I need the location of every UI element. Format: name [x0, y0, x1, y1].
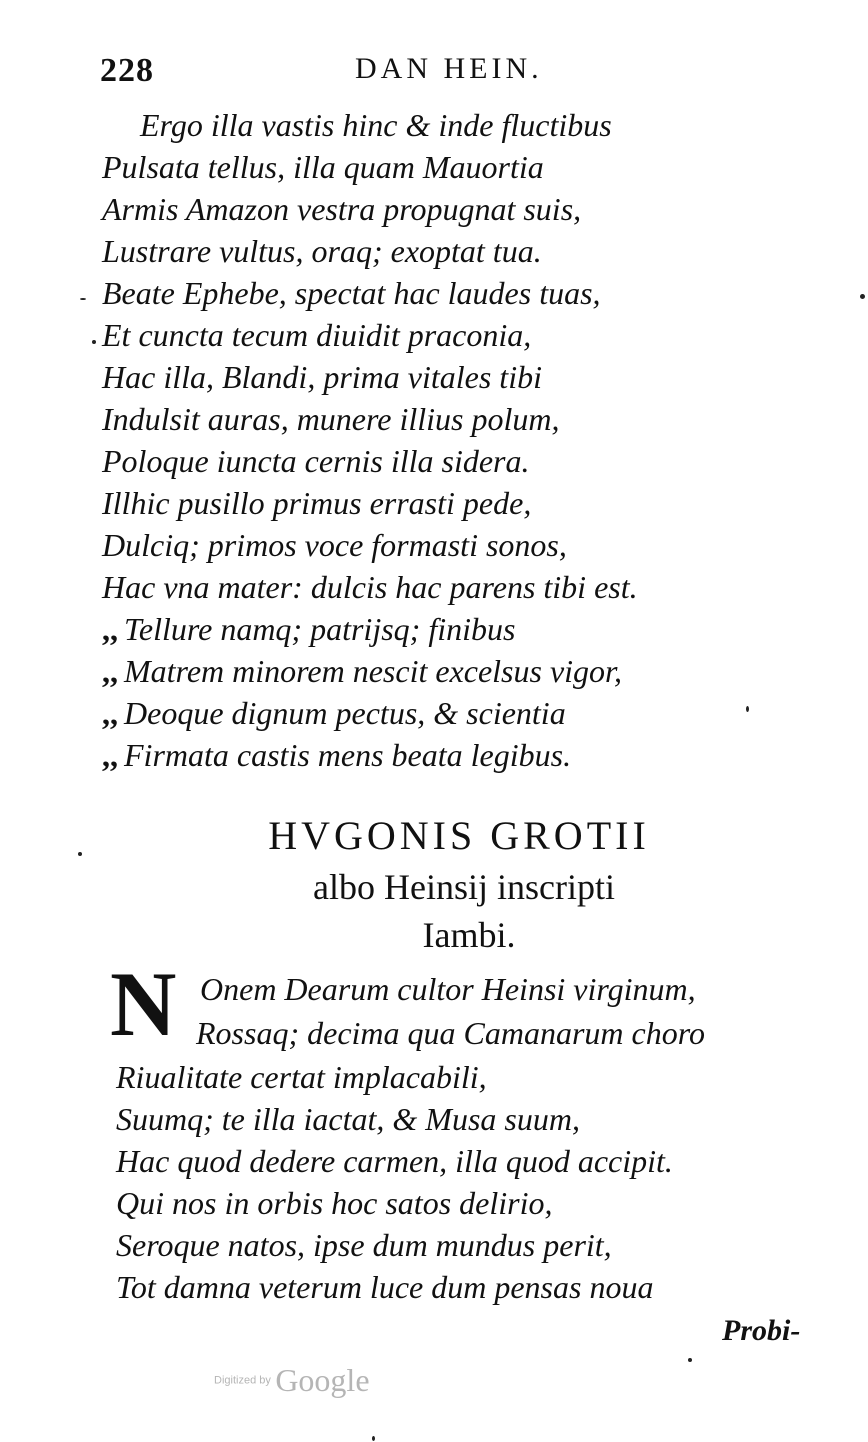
verse-line: Riualitate certat implacabili, — [116, 1059, 487, 1095]
watermark-prefix: Digitized by — [214, 1374, 271, 1387]
quoted-verse-line — [102, 608, 515, 650]
verse-line: Pulsata tellus, illa quam Mauortia — [102, 149, 544, 185]
verse-line: Armis Amazon vestra propugnat suis, — [102, 191, 582, 227]
quoted-verse-text: Deoque dignum pectus, & scientia — [124, 695, 566, 731]
verse-line: Rossaq; decima qua Camanarum choro — [196, 1015, 705, 1051]
verse-line: Et cuncta tecum diuidit praconia, — [102, 317, 532, 353]
verse-line: Tot damna veterum luce dum pensas noua — [116, 1269, 654, 1305]
verse-line: Hac illa, Blandi, prima vitales tibi — [102, 359, 542, 395]
digitization-watermark — [214, 1362, 370, 1399]
watermark-brand: Google — [275, 1362, 370, 1398]
verse-line: Beate Ephebe, spectat hac laudes tuas, — [102, 275, 601, 311]
running-head: DAN HEIN. — [355, 52, 543, 85]
quote-mark: ,, — [102, 695, 118, 731]
scan-speck — [746, 706, 749, 712]
scan-speck — [860, 294, 865, 299]
scan-speck — [372, 1436, 375, 1441]
quoted-verse-line — [102, 734, 571, 776]
quoted-verse-text: Matrem minorem nescit excelsus vigor, — [124, 653, 622, 689]
verse-line: Indulsit auras, munere illius polum, — [102, 401, 560, 437]
scan-speck — [92, 340, 96, 344]
page-number: 228 — [100, 52, 154, 89]
poem-subtitle: albo Heinsij inscripti — [313, 867, 615, 907]
poem-form-label: Iambi. — [422, 915, 516, 955]
drop-cap-initial: N — [110, 953, 177, 1055]
verse-line: Lustrare vultus, oraq; exoptat tua. — [102, 233, 542, 269]
quote-mark: ,, — [102, 611, 118, 647]
verse-line: Hac vna mater: dulcis hac parens tibi est. — [102, 569, 638, 605]
catchword: Probi- — [722, 1314, 801, 1347]
quote-mark: ,, — [102, 653, 118, 689]
verse-line: Onem Dearum cultor Heinsi virginum, — [200, 971, 696, 1007]
verse-line: Ergo illa vastis hinc & inde fluctibus — [140, 107, 612, 143]
verse-line: Seroque natos, ipse dum mundus perit, — [116, 1227, 612, 1263]
quote-mark: ,, — [102, 737, 118, 773]
verse-line: Qui nos in orbis hoc satos delirio, — [116, 1185, 553, 1221]
scan-speck — [688, 1358, 692, 1362]
poem-title: HVGONIS GROTII — [268, 813, 650, 858]
verse-line: Dulciq; primos voce formasti sonos, — [102, 527, 567, 563]
quoted-verse-line — [102, 692, 566, 734]
quoted-verse-text: Firmata castis mens beata legibus. — [124, 737, 572, 773]
verse-line: Poloque iuncta cernis illa sidera. — [102, 443, 530, 479]
scan-speck — [80, 298, 86, 300]
verse-line: Hac quod dedere carmen, illa quod accipit. — [116, 1143, 673, 1179]
scan-speck — [78, 852, 82, 856]
quoted-verse-text: Tellure namq; patrijsq; finibus — [124, 611, 516, 647]
verse-line: Illhic pusillo primus errasti pede, — [102, 485, 532, 521]
verse-line: Suumq; te illa iactat, & Musa suum, — [116, 1101, 580, 1137]
quoted-verse-line — [102, 650, 622, 692]
